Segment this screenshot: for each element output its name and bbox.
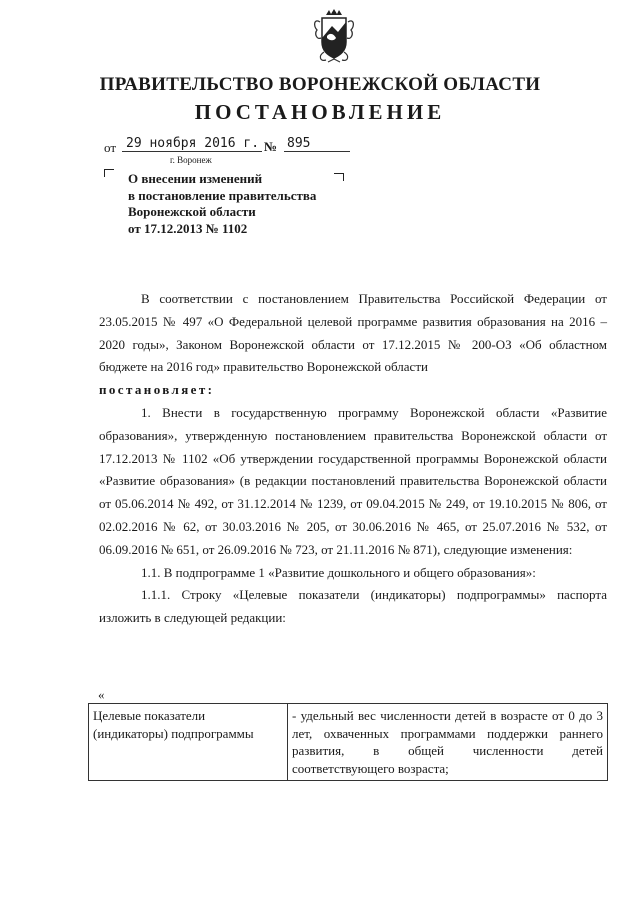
subject-line: в постановление правительства	[128, 187, 317, 203]
number-underline	[284, 151, 350, 152]
document-number: 895	[287, 136, 311, 151]
voronezh-coat-of-arms-icon	[312, 8, 356, 66]
date-number-row	[104, 136, 364, 158]
document-body	[99, 288, 607, 630]
indicators-table	[88, 703, 608, 781]
subject-corner-left	[104, 169, 114, 177]
item-1-1-1-paragraph: 1.1.1. Строку «Целевые показатели (индикаторы) подпрограммы» паспорта изложить в следующей редакции:	[99, 587, 607, 626]
number-prefix: №	[264, 139, 278, 154]
table-cell-value: - удельный вес численности детей в возрасте от 0 до 3 лет, охваченных программами поддержки раннего развития, в общей численности детей соответствующего возраста;	[288, 704, 608, 781]
date-underline	[122, 151, 262, 152]
item-1-1-paragraph: 1.1. В подпрограмме 1 «Развитие дошкольного и общего образования»:	[141, 564, 536, 580]
document-subject	[128, 171, 348, 237]
subject-line: Воронежской области	[128, 204, 256, 219]
opening-quote: «	[98, 687, 105, 702]
subject-line: О внесении изменений	[128, 171, 263, 186]
document-type: ПОСТАНОВЛЕНИЕ	[194, 100, 446, 124]
table-cell-label: Целевые показатели (индикаторы) подпрограммы	[89, 704, 288, 781]
document-date: 29 ноября 2016 г.	[126, 136, 260, 151]
subject-line: от 17.12.2013 № 1102	[128, 220, 248, 236]
table-row	[89, 704, 608, 781]
preamble-paragraph: В соответствии с постановлением Правительства Российской Федерации от 23.05.2015 № 497 «О Федеральной целевой программе развития образования на 2016 – 2020 годы», Законом Воронежской области от 17.12.2015 № 200-ОЗ «Об областном бюджете на 2016 год» правительство Воронежской области	[99, 291, 607, 375]
date-prefix: от	[104, 140, 117, 155]
item-1-paragraph: 1. Внести в государственную программу Воронежской области «Развитие образования», утвержденную постановлением правительства Воронежской области от 17.12.2013 № 1102 «Об утверждении государственной программы Воронежской области «Развитие образования» (в редакции постановлений правительства Воронежской области от 05.06.2014 № 492, от 31.12.2014 № 1239, от 09.04.2015 № 249, от 19.10.2015 № 806, от 02.02.2016 № 62, от 30.03.2016 № 205, от 30.06.2016 № 465, от 25.07.2016 № 532, от 06.09.2016 № 651, от 26.09.2016 № 723, от 21.11.2016 № 871), следующие изменения:	[99, 404, 607, 557]
decree-word: постановляет:	[99, 382, 215, 398]
issue-city: г. Воронеж	[170, 155, 212, 165]
government-title: ПРАВИТЕЛЬСТВО ВОРОНЕЖСКОЙ ОБЛАСТИ	[99, 74, 541, 95]
